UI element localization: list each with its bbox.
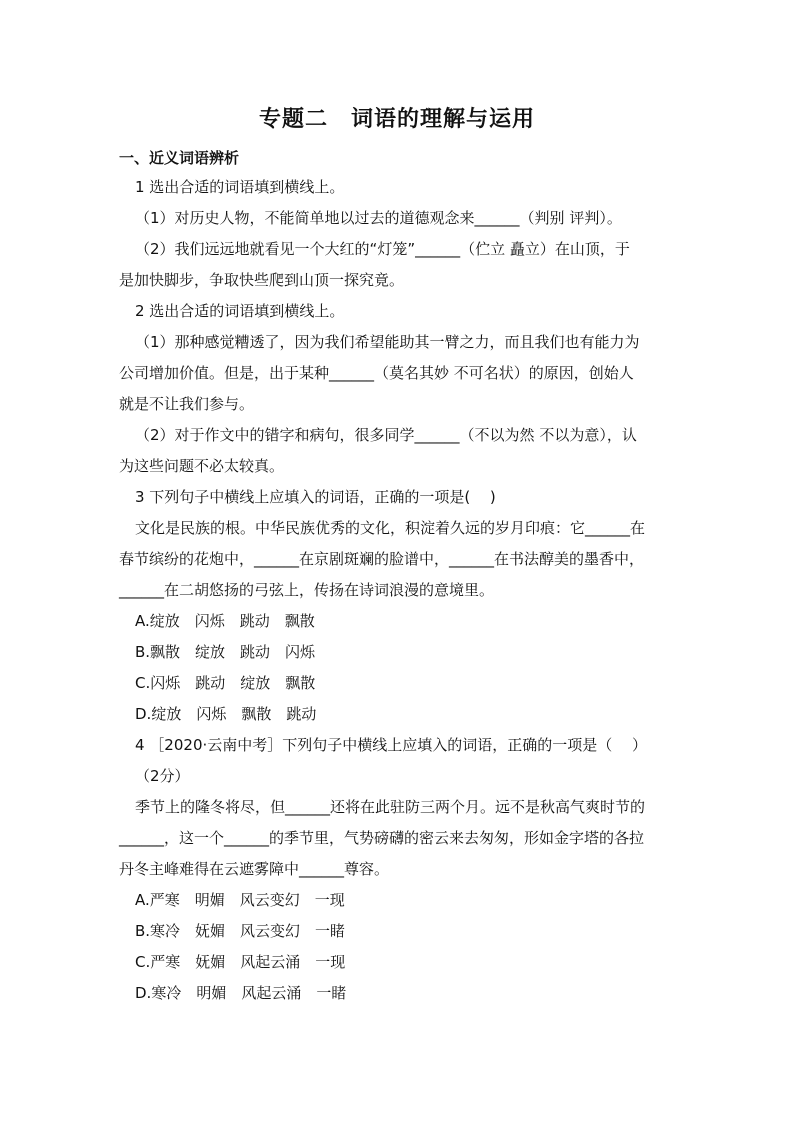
text-line: A.绽放 闪烁 跳动 飘散	[135, 612, 315, 630]
text-line: 就是不让我们参与。	[119, 395, 255, 413]
text-line: 是加快脚步，争取快些爬到山顶一探究竟。	[119, 271, 405, 289]
text-line: 1 选出合适的词语填到横线上。	[135, 178, 345, 196]
text-line: 季节上的隆冬将尽，但______还将在此驻防三两个月。远不是秋高气爽时节的	[135, 798, 646, 816]
section-heading: 一、近义词语辨析	[119, 149, 240, 167]
text-line: （2分）	[135, 767, 190, 785]
text-line: （2）我们远远地就看见一个大红的“灯笼”______（伫立 矗立）在山顶，于	[135, 240, 630, 258]
text-line: B.寒冷 妩媚 风云变幻 一睹	[135, 922, 346, 940]
text-line: 文化是民族的根。中华民族优秀的文化，积淀着久远的岁月印痕：它______在	[135, 519, 646, 537]
text-line: 2 选出合适的词语填到横线上。	[135, 302, 345, 320]
text-line: ______在二胡悠扬的弓弦上，传扬在诗词浪漫的意境里。	[119, 581, 495, 599]
text-line: 丹冬主峰难得在云遮雾障中______尊容。	[119, 860, 390, 878]
text-line: （1）那种感觉糟透了，因为我们希望能助其一臂之力，而且我们也有能力为	[135, 333, 640, 351]
text-line: A.严寒 明媚 风云变幻 一现	[135, 891, 345, 909]
text-line: B.飘散 绽放 跳动 闪烁	[135, 643, 316, 661]
page-title: 专题二 词语的理解与运用	[258, 107, 535, 132]
text-line: 公司增加价值。但是，出于某种______（莫名其妙 不可名状）的原因，创始人	[119, 364, 634, 382]
text-line: D.寒冷 明媚 风起云涌 一睹	[135, 984, 347, 1002]
text-line: 4 ［2020·云南中考］下列句子中横线上应填入的词语，正确的一项是（ ）	[135, 736, 648, 754]
text-line: C.严寒 妩媚 风起云涌 一现	[135, 953, 346, 971]
text-line: ______，这一个______的季节里，气势磅礴的密云来去匆匆，形如金字塔的各拉	[119, 829, 645, 847]
text-line: （2）对于作文中的错字和病句，很多同学______（不以为然 不以为意），认	[135, 426, 637, 444]
document-body	[119, 172, 679, 1009]
text-line: D.绽放 闪烁 飘散 跳动	[135, 705, 317, 723]
text-line: 春节缤纷的花炮中，______在京剧斑斓的脸谱中，______在书法醇美的墨香中，	[119, 550, 645, 568]
text-line: 3 下列句子中横线上应填入的词语，正确的一项是( )	[135, 488, 496, 506]
text-line: （1）对历史人物，不能简单地以过去的道德观念来______（判别 评判）。	[135, 209, 622, 227]
text-line: 为这些问题不必太较真。	[119, 457, 285, 475]
text-line: C.闪烁 跳动 绽放 飘散	[135, 674, 316, 692]
